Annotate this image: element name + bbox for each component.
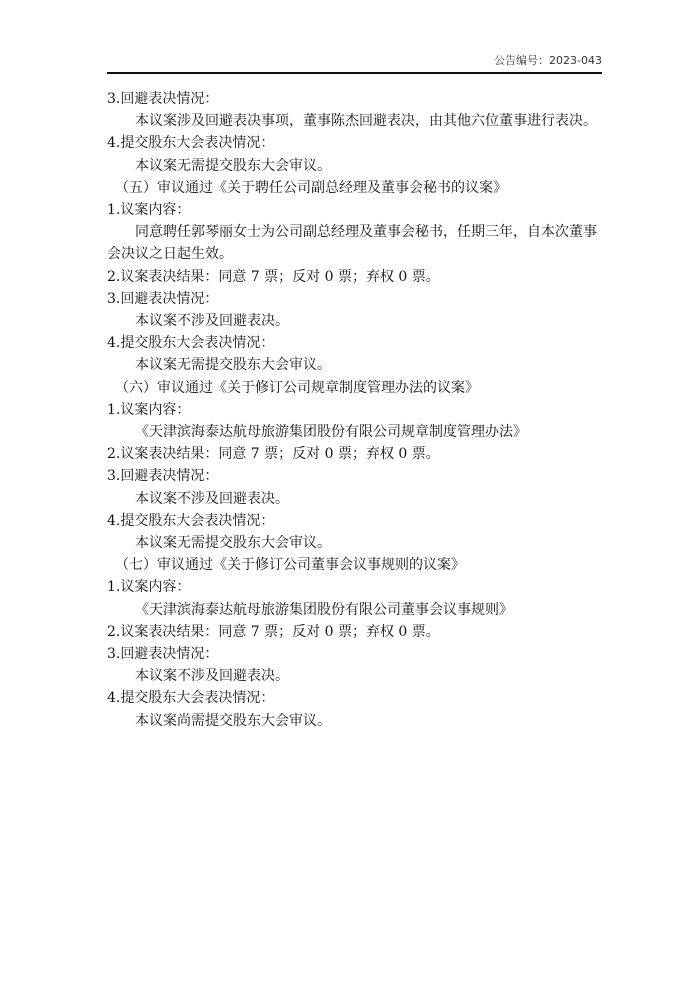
body-line: 同意聘任郭琴丽女士为公司副总经理及董事会秘书，任期三年，自本次董事 [135,224,597,241]
header-divider [107,72,602,74]
body-line: 4.提交股东大会表决情况： [107,512,275,529]
announcement-number: 公告编号：2023-043 [494,54,602,67]
body-line: 本议案不涉及回避表决。 [135,490,289,507]
section-heading: （七）审议通过《关于修订公司董事会议事规则的议案》 [115,557,465,574]
body-line: 4.提交股东大会表决情况： [107,690,275,707]
document-body [107,88,602,732]
body-line: 1.议案内容： [107,202,191,219]
body-line: 本议案涉及回避表决事项，董事陈杰回避表决，由其他六位董事进行表决。 [135,113,597,130]
body-line: 本议案无需提交股东大会审议。 [135,357,331,374]
body-line: 3.回避表决情况： [107,468,219,485]
body-line: 1.议案内容： [107,579,191,596]
body-line: 4.提交股东大会表决情况： [107,335,275,352]
vote-result: 2.议案表决结果：同意 7 票；反对 0 票；弃权 0 票。 [107,268,440,285]
body-line: 本议案无需提交股东大会审议。 [135,157,331,174]
section-heading: （六）审议通过《关于修订公司规章制度管理办法的议案》 [115,379,479,396]
body-line: 1.议案内容： [107,401,191,418]
body-line: 《天津滨海泰达航母旅游集团股份有限公司董事会议事规则》 [135,601,513,618]
section-heading: （五）审议通过《关于聘任公司副总经理及董事会秘书的议案》 [115,179,507,196]
body-line: 4.提交股东大会表决情况： [107,135,275,152]
vote-result: 2.议案表决结果：同意 7 票；反对 0 票；弃权 0 票。 [107,446,440,463]
body-line: 《天津滨海泰达航母旅游集团股份有限公司规章制度管理办法》 [135,424,527,441]
body-line: 3.回避表决情况： [107,290,219,307]
body-line: 本议案不涉及回避表决。 [135,313,289,330]
body-line: 本议案无需提交股东大会审议。 [135,535,331,552]
body-line: 3.回避表决情况： [107,646,219,663]
body-line: 3.回避表决情况： [107,91,219,107]
body-line: 本议案尚需提交股东大会审议。 [135,712,331,729]
body-line: 本议案不涉及回避表决。 [135,668,289,685]
body-line: 会决议之日起生效。 [107,246,233,263]
vote-result: 2.议案表决结果：同意 7 票；反对 0 票；弃权 0 票。 [107,623,440,640]
